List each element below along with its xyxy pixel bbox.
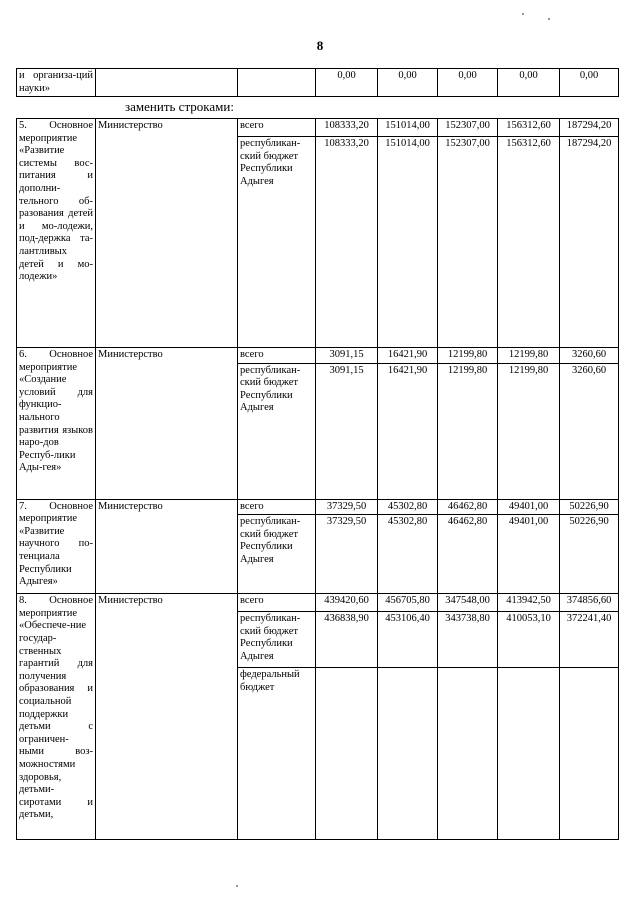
- value-cell: 151014,00: [378, 119, 438, 137]
- value-cell: 151014,00: [378, 137, 438, 348]
- value-cell: 456705,80: [378, 594, 438, 612]
- value-cell: 3260,60: [560, 363, 619, 499]
- source-cell: всего: [238, 594, 316, 612]
- table-row: [17, 348, 619, 364]
- value-cell: 413942,50: [498, 594, 560, 612]
- value-cell: 152307,00: [438, 119, 498, 137]
- source-cell: всего: [238, 348, 316, 364]
- value-cell: 12199,80: [498, 348, 560, 364]
- budget-table: [16, 118, 619, 840]
- value-cell: 372241,40: [560, 612, 619, 668]
- event-name-cell: 5. Основное мероприятие «Развитие системы вос-питания и дополни-тельного об-разования детей и мо-лодежи, под-держка та-лантливых детей и мо-лодежи»: [17, 119, 96, 348]
- value-cell: 46462,80: [438, 499, 498, 515]
- value-cell: 156312,60: [498, 137, 560, 348]
- source-cell: республикан-ский бюджет Республики Адыгея: [238, 612, 316, 668]
- value-cell: [378, 668, 438, 840]
- executor-cell: Министерство: [96, 594, 238, 840]
- source-cell: всего: [238, 119, 316, 137]
- value-cell: 12199,80: [438, 348, 498, 364]
- value-cell: [316, 668, 378, 840]
- page-number: 8: [316, 38, 324, 53]
- previous-row-table: [16, 68, 619, 97]
- scan-speck: [236, 885, 238, 887]
- executor-cell: [96, 69, 238, 97]
- value-cell: [498, 668, 560, 840]
- source-cell: всего: [238, 499, 316, 515]
- value-cell: 108333,20: [316, 137, 378, 348]
- event-name-cell: 6. Основное мероприятие «Создание условий для функцио-нального развития языков наро-дов Респуб-лики Ады-гея»: [17, 348, 96, 500]
- source-cell: федеральный бюджет: [238, 668, 316, 840]
- value-cell: 0,00: [316, 69, 378, 97]
- value-cell: 439420,60: [316, 594, 378, 612]
- table-row: [17, 499, 619, 515]
- value-cell: 0,00: [560, 69, 619, 97]
- value-cell: 343738,80: [438, 612, 498, 668]
- source-cell: республикан-ский бюджет Республики Адыгея: [238, 515, 316, 594]
- value-cell: [560, 668, 619, 840]
- value-cell: 0,00: [498, 69, 560, 97]
- replace-note: заменить строками:: [125, 99, 234, 114]
- value-cell: 12199,80: [438, 363, 498, 499]
- table-row: [17, 69, 619, 97]
- value-cell: 3260,60: [560, 348, 619, 364]
- value-cell: 49401,00: [498, 499, 560, 515]
- value-cell: 37329,50: [316, 499, 378, 515]
- value-cell: 156312,60: [498, 119, 560, 137]
- executor-cell: Министерство: [96, 499, 238, 594]
- value-cell: 108333,20: [316, 119, 378, 137]
- event-name-cell: 7. Основное мероприятие «Развитие научного по-тенциала Республики Адыгея»: [17, 499, 96, 594]
- scan-speck: [548, 18, 550, 20]
- source-cell: республикан-ский бюджет Республики Адыгея: [238, 137, 316, 348]
- value-cell: 46462,80: [438, 515, 498, 594]
- value-cell: 152307,00: [438, 137, 498, 348]
- value-cell: 3091,15: [316, 363, 378, 499]
- source-cell: [238, 69, 316, 97]
- value-cell: 374856,60: [560, 594, 619, 612]
- value-cell: 49401,00: [498, 515, 560, 594]
- table-row: [17, 119, 619, 137]
- value-cell: 50226,90: [560, 515, 619, 594]
- value-cell: 37329,50: [316, 515, 378, 594]
- value-cell: 16421,90: [378, 363, 438, 499]
- event-name-cell: 8. Основное мероприятие «Обеспече-ние государ-ственных гарантий для получения образования и социальной поддержки детьми с ограничен-ными воз-можностями здоровья, детьми-сиротами и детьми,: [17, 594, 96, 840]
- value-cell: 453106,40: [378, 612, 438, 668]
- value-cell: 347548,00: [438, 594, 498, 612]
- value-cell: 12199,80: [498, 363, 560, 499]
- value-cell: 45302,80: [378, 499, 438, 515]
- executor-cell: Министерство: [96, 348, 238, 500]
- value-cell: 0,00: [438, 69, 498, 97]
- scan-speck: [522, 13, 524, 15]
- value-cell: 50226,90: [560, 499, 619, 515]
- value-cell: 187294,20: [560, 137, 619, 348]
- value-cell: 436838,90: [316, 612, 378, 668]
- executor-cell: Министерство: [96, 119, 238, 348]
- value-cell: 0,00: [378, 69, 438, 97]
- value-cell: 16421,90: [378, 348, 438, 364]
- value-cell: 45302,80: [378, 515, 438, 594]
- value-cell: [438, 668, 498, 840]
- source-cell: республикан-ский бюджет Республики Адыгея: [238, 363, 316, 499]
- table-row: [17, 594, 619, 612]
- value-cell: 187294,20: [560, 119, 619, 137]
- value-cell: 410053,10: [498, 612, 560, 668]
- event-name-cell: и организа-ций науки»: [17, 69, 96, 97]
- value-cell: 3091,15: [316, 348, 378, 364]
